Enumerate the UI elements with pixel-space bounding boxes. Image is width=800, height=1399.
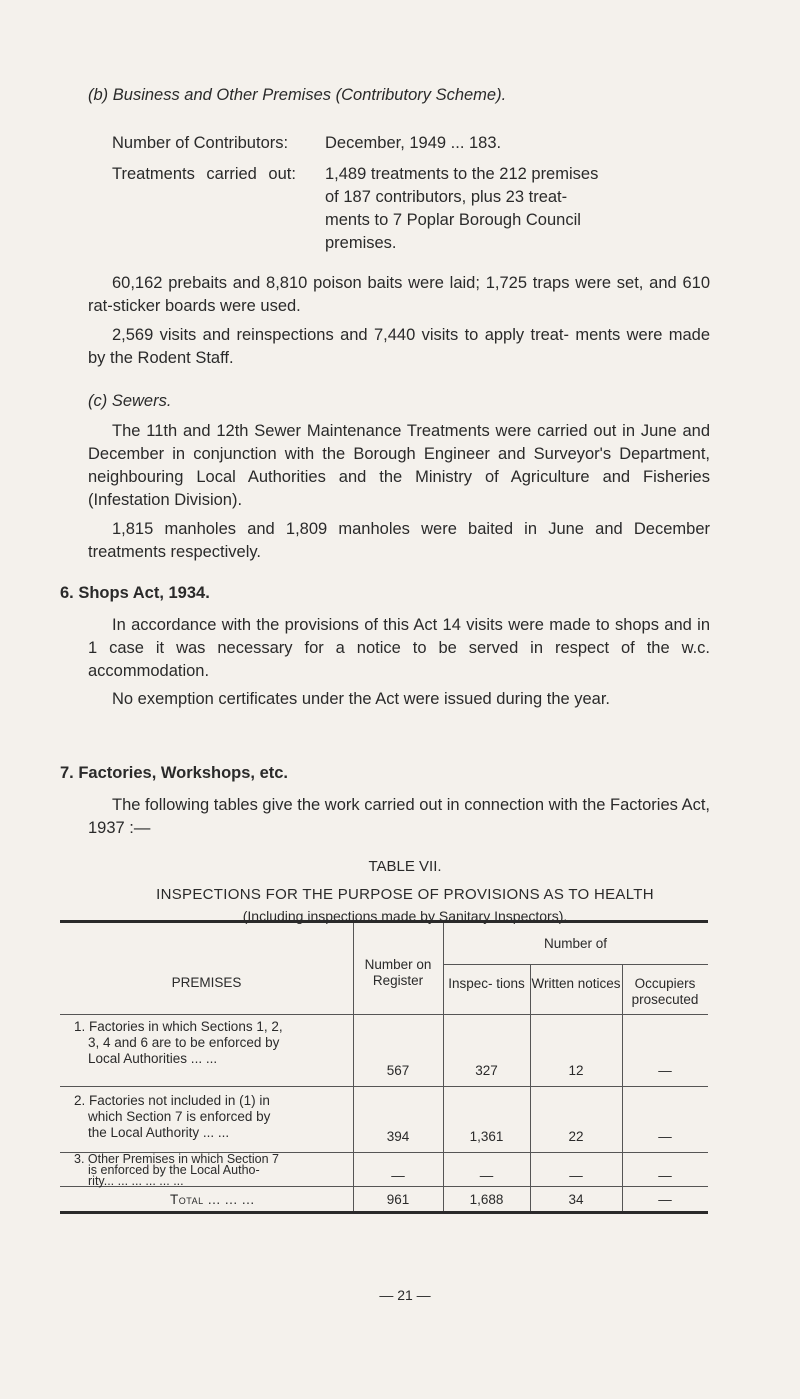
number-of-underline	[443, 964, 708, 965]
section-6-para-1: In accordance with the provisions of this Act 14 visits were made to shops and in 1 case it was necessary for a notice to be served in respect of the w.c. accommodation.	[88, 616, 710, 680]
row-2-inspections: 1,361	[469, 1129, 504, 1144]
row-2-line-2: which Section 7 is enforced by	[88, 1109, 271, 1124]
contributors-value: December, 1949 ... 183.	[325, 134, 502, 152]
row-2-line-1: 2. Factories not included in (1) in	[74, 1093, 270, 1108]
total-prosecuted: —	[658, 1192, 672, 1207]
section-c-heading: (c) Sewers.	[88, 392, 172, 410]
treatments-line-4: premises.	[325, 234, 397, 252]
row-3-line-2: is enforced by the Local Autho-	[88, 1163, 260, 1177]
table-bottom-rule	[60, 1211, 708, 1214]
section-c-para-1: The 11th and 12th Sewer Maintenance Treatments were carried out in June and December in conjunction with the Borough Engineer and Surveyor's Department, neighbouring Local Authorities and the Ministry of Agriculture and Fisheries (Infestation Division).	[88, 422, 710, 509]
contributors-label: Number of Contributors:	[112, 134, 289, 152]
row-3-inspections: —	[479, 1168, 494, 1183]
treatments-line-3: ments to 7 Poplar Borough Council	[325, 211, 581, 229]
header-written: Written notices	[531, 976, 621, 991]
table-top-rule	[60, 920, 708, 923]
total-inspections: 1,688	[469, 1192, 504, 1207]
row-3-line-3: rity... ... ... ... ... ...	[88, 1174, 184, 1188]
header-number-of: Number of	[543, 936, 608, 951]
treatments-line-2: of 187 contributors, plus 23 treat-	[325, 188, 568, 206]
header-inspections: Inspec- tions	[448, 976, 525, 991]
total-written: 34	[568, 1192, 584, 1207]
row-1-written: 12	[568, 1063, 584, 1078]
total-label: Total ... ... ...	[170, 1192, 255, 1207]
row-3-written: —	[569, 1168, 583, 1183]
table-subtitle: (Including inspections made by Sanitary Inspectors).	[242, 908, 568, 924]
section-7-heading: 7. Factories, Workshops, etc.	[60, 764, 289, 782]
table-label: TABLE VII.	[368, 858, 442, 875]
section-6-para-2: No exemption certificates under the Act were issued during the year.	[112, 690, 611, 708]
row-1-bottom-line	[60, 1086, 708, 1087]
total-register: 961	[386, 1192, 410, 1207]
row-1-inspections: 327	[475, 1063, 498, 1078]
row-2-written: 22	[568, 1129, 584, 1144]
header-prosecuted: Occupiers prosecuted	[631, 976, 699, 1007]
row-2-prosecuted: —	[658, 1129, 672, 1144]
page-number: — 21 —	[379, 1287, 431, 1303]
header-premises: PREMISES	[171, 975, 242, 990]
row-1-line-1: 1. Factories in which Sections 1, 2,	[74, 1019, 283, 1034]
row-1-prosecuted: —	[658, 1063, 672, 1078]
section-b-heading: (b) Business and Other Premises (Contributory Scheme).	[88, 86, 507, 104]
header-register: Number on Register	[364, 957, 432, 988]
section-c-para-2: 1,815 manholes and 1,809 manholes were baited in June and December treatments respectively.	[88, 520, 710, 561]
treatments-label: Treatments carried out:	[112, 165, 296, 183]
row-3-line-1: 3. Other Premises in which Section 7	[74, 1152, 279, 1166]
section-b-para-2: 2,569 visits and reinspections and 7,440 visits to apply treat- ments were made by the Rodent Staff.	[88, 326, 710, 367]
row-2-register: 394	[386, 1129, 410, 1144]
row-3-register: —	[391, 1168, 405, 1183]
row-2-line-3: the Local Authority ... ...	[88, 1125, 230, 1140]
section-b-para-1: 60,162 prebaits and 8,810 poison baits were laid; 1,725 traps were set, and 610 rat-sticker boards were used.	[88, 274, 710, 315]
inspections-table	[60, 920, 708, 1216]
row-1-line-3: Local Authorities ... ...	[88, 1051, 218, 1066]
row-3-prosecuted: —	[658, 1168, 672, 1183]
row-1-line-2: 3, 4 and 6 are to be enforced by	[88, 1035, 280, 1050]
row-1-register: 567	[386, 1063, 410, 1078]
header-bottom-line	[60, 1014, 708, 1015]
table-title: INSPECTIONS FOR THE PURPOSE OF PROVISIONS AS TO HEALTH	[156, 886, 654, 903]
section-6-heading: 6. Shops Act, 1934.	[60, 584, 210, 602]
section-7-para-1: The following tables give the work carried out in connection with the Factories Act, 1937 :—	[88, 796, 710, 837]
treatments-line-1: 1,489 treatments to the 212 premises	[325, 165, 599, 183]
